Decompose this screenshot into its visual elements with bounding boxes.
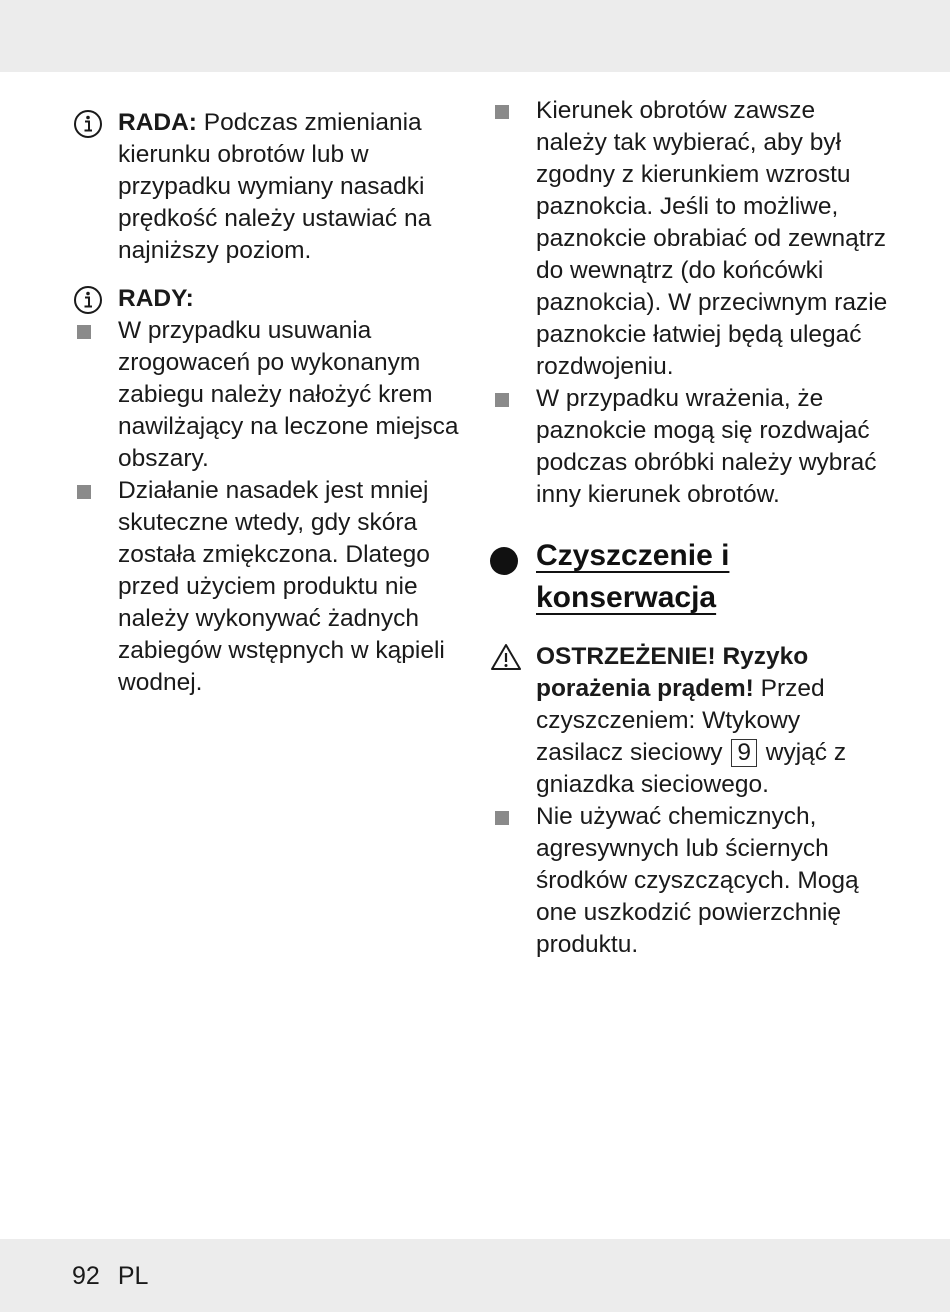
- tip-block: [72, 107, 462, 267]
- warning-text-before: Przed czyszczeniem: Wtykowy zasilacz sieciowy: [536, 675, 825, 766]
- tips-heading: [72, 283, 462, 315]
- section-title: Czyszczenie i konserwacja: [536, 539, 730, 614]
- warning-block: [490, 641, 890, 801]
- tip-text: Podczas zmieniania kierunku obrotów lub w przypadku wymiany nasadki prędkość należy ustawiać na najniższy poziom.: [118, 109, 432, 264]
- warning-text-after: wyjąć z gniazdka sieciowego.: [536, 739, 847, 798]
- warning-label: OSTRZEŻENIE! Ryzyko porażenia prądem!: [536, 643, 809, 702]
- list-item-text: W przypadku usuwania zrogowaceń po wykonanym zabiegu należy nałożyć krem nawilżający na leczone miejsca obszary.: [118, 317, 459, 472]
- top-bar: [0, 0, 950, 72]
- list-item: [72, 315, 462, 475]
- tip-label: RADA:: [118, 109, 197, 136]
- part-reference-number: 9: [731, 739, 757, 767]
- left-column: [72, 107, 462, 699]
- list-item: [490, 801, 890, 961]
- footer: [72, 1259, 166, 1293]
- warning-triangle-icon: [490, 641, 524, 673]
- list-item-text: W przypadku wrażenia, że paznokcie mogą się rozdwajać podczas obróbki należy wybrać inny kierunek obrotów.: [536, 385, 877, 508]
- info-icon: [72, 107, 106, 139]
- square-bullet-icon: [495, 105, 509, 119]
- list-item-text: Działanie nasadek jest mniej skuteczne wtedy, gdy skóra została zmiękczona. Dlatego przed użyciem produktu nie należy wykonywać żadnych zabiegów wstępnych w kąpieli wodnej.: [118, 477, 445, 696]
- list-item: [490, 95, 890, 383]
- page-number: 92: [72, 1262, 100, 1290]
- square-bullet-icon: [77, 485, 91, 499]
- section-bullet-icon: [490, 547, 518, 575]
- info-icon: [72, 283, 106, 315]
- list-item-text: Kierunek obrotów zawsze należy tak wybierać, aby był zgodny z kierunkiem wzrostu paznokcia. Jeśli to możliwe, paznokcie obrabiać od zewnątrz do wewnątrz (do końcówki paznokcia). W przeciwnym razie paznokcie łatwiej będą ulegać rozdwojeniu.: [536, 97, 888, 380]
- square-bullet-icon: [495, 393, 509, 407]
- list-item: [72, 475, 462, 699]
- list-item: [490, 383, 890, 511]
- tips-label: RADY:: [118, 285, 194, 312]
- right-column: [490, 95, 890, 961]
- language-code: PL: [117, 1262, 149, 1290]
- square-bullet-icon: [495, 811, 509, 825]
- section-heading: [490, 535, 890, 619]
- square-bullet-icon: [77, 325, 91, 339]
- list-item-text: Nie używać chemicznych, agresywnych lub ściernych środków czyszczących. Mogą one uszkodzić powierzchnię produktu.: [536, 803, 859, 958]
